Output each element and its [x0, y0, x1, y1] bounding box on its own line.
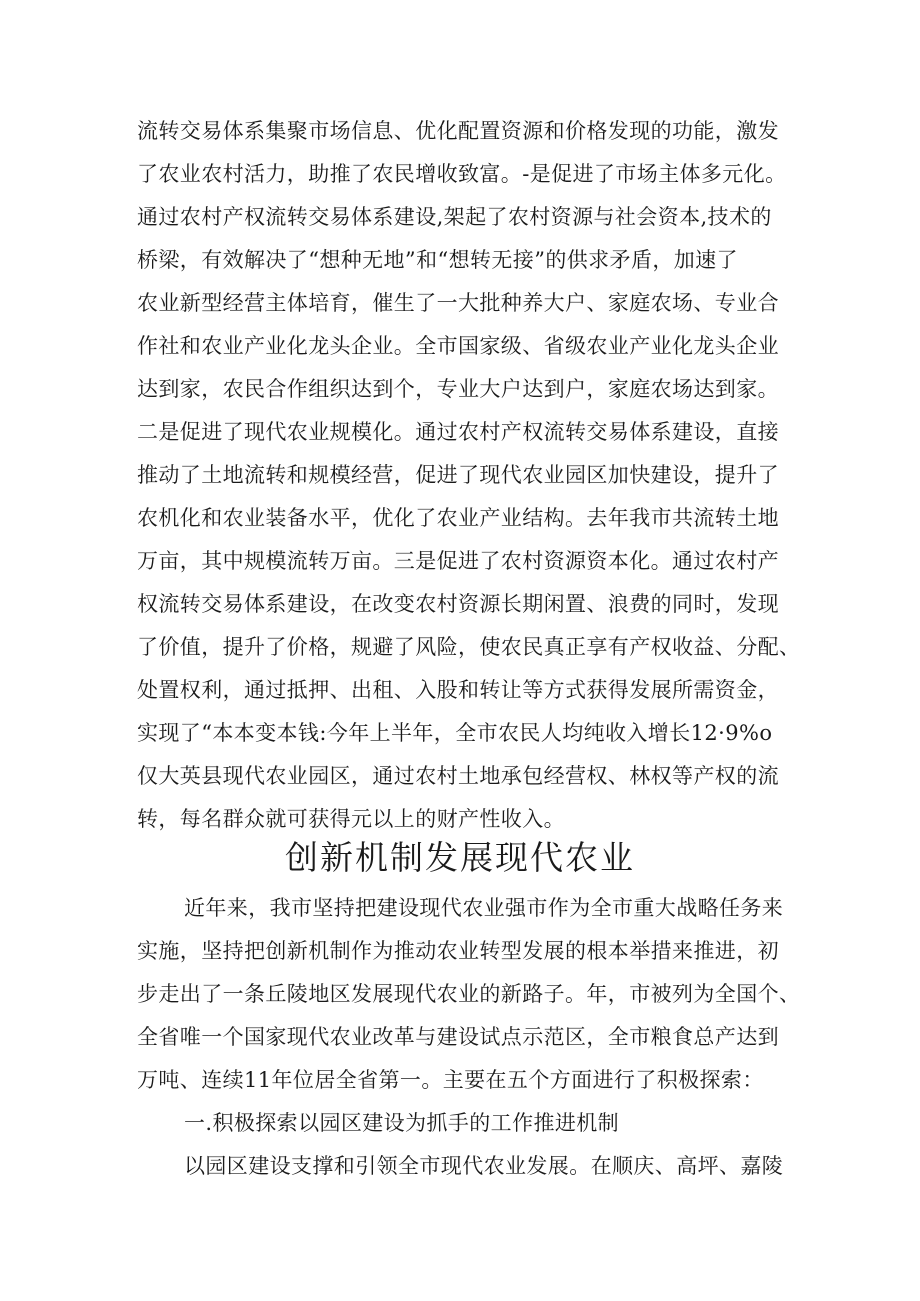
- paragraph-line: 权流转交易体系建设，在改变农村资源长期闲置、浪费的同时，发现: [137, 592, 779, 616]
- subheading: 一.积极探索以园区建设为抓手的工作推进机制: [184, 1111, 620, 1135]
- paragraph-line: 了价值，提升了价格，规避了风险，使农民真正享有产权收益、分配、: [137, 635, 801, 659]
- paragraph-line: 处置权利，通过抵押、出租、入股和转让等方式获得发展所需资金，: [137, 678, 779, 702]
- paragraph-line: 作社和农业产业化龙头企业。全市国家级、省级农业产业化龙头企业: [137, 334, 779, 358]
- paragraph-line: 通过农村产权流转交易体系建设,架起了农村资源与社会资本,技术的: [137, 205, 772, 229]
- paragraph-line: 近年来，我市坚持把建设现代农业强市作为全市重大战略任务来: [184, 896, 784, 920]
- paragraph-line: 流转交易体系集聚市场信息、优化配置资源和价格发现的功能，激发: [137, 119, 779, 143]
- paragraph-line: 桥梁，有效解决了“想种无地”和“想转无接”的供求矛盾，加速了: [137, 248, 738, 272]
- paragraph-line: 二是促进了现代农业规模化。通过农村产权流转交易体系建设，直接: [137, 420, 779, 444]
- paragraph-line: 步走出了一条丘陵地区发展现代农业的新路子。年，市被列为全国个、: [137, 982, 801, 1006]
- paragraph-line: 农业新型经营主体培育，催生了一大批种养大户、家庭农场、专业合: [137, 291, 779, 315]
- paragraph-line: 万吨、连续11年位居全省第一。主要在五个方面进行了积极探索：: [137, 1068, 764, 1092]
- paragraph-line: 万亩，其中规模流转万亩。三是促进了农村资源资本化。通过农村产: [137, 549, 779, 573]
- paragraph-line: 达到家，农民合作组织达到个，专业大户达到户，家庭农场达到家。: [137, 377, 779, 401]
- paragraph-line: 实施，坚持把创新机制作为推动农业转型发展的根本举措来推进，初: [137, 939, 779, 963]
- paragraph-line: 了农业农村活力，助推了农民增收致富。-是促进了市场主体多元化。: [137, 162, 787, 186]
- section-title: 创新机制发展现代农业: [285, 838, 635, 877]
- paragraph-line: 推动了土地流转和规模经营，促进了现代农业园区加快建设，提升了: [137, 463, 779, 487]
- paragraph-line: 以园区建设支撑和引领全市现代农业发展。在顺庆、高坪、嘉陵: [184, 1154, 784, 1178]
- paragraph-line: 全省唯一个国家现代农业改革与建设试点示范区，全市粮食总产达到: [137, 1025, 779, 1049]
- paragraph-line: 实现了“本本变本钱:今年上半年，全市农民人均纯收入增长12·9%o: [137, 721, 773, 745]
- paragraph-line: 仅大英县现代农业园区，通过农村土地承包经营权、林权等产权的流: [137, 764, 779, 788]
- paragraph-line: 转，每名群众就可获得元以上的财产性收入。: [137, 807, 565, 831]
- paragraph-line: 农机化和农业装备水平，优化了农业产业结构。去年我市共流转土地: [137, 506, 779, 530]
